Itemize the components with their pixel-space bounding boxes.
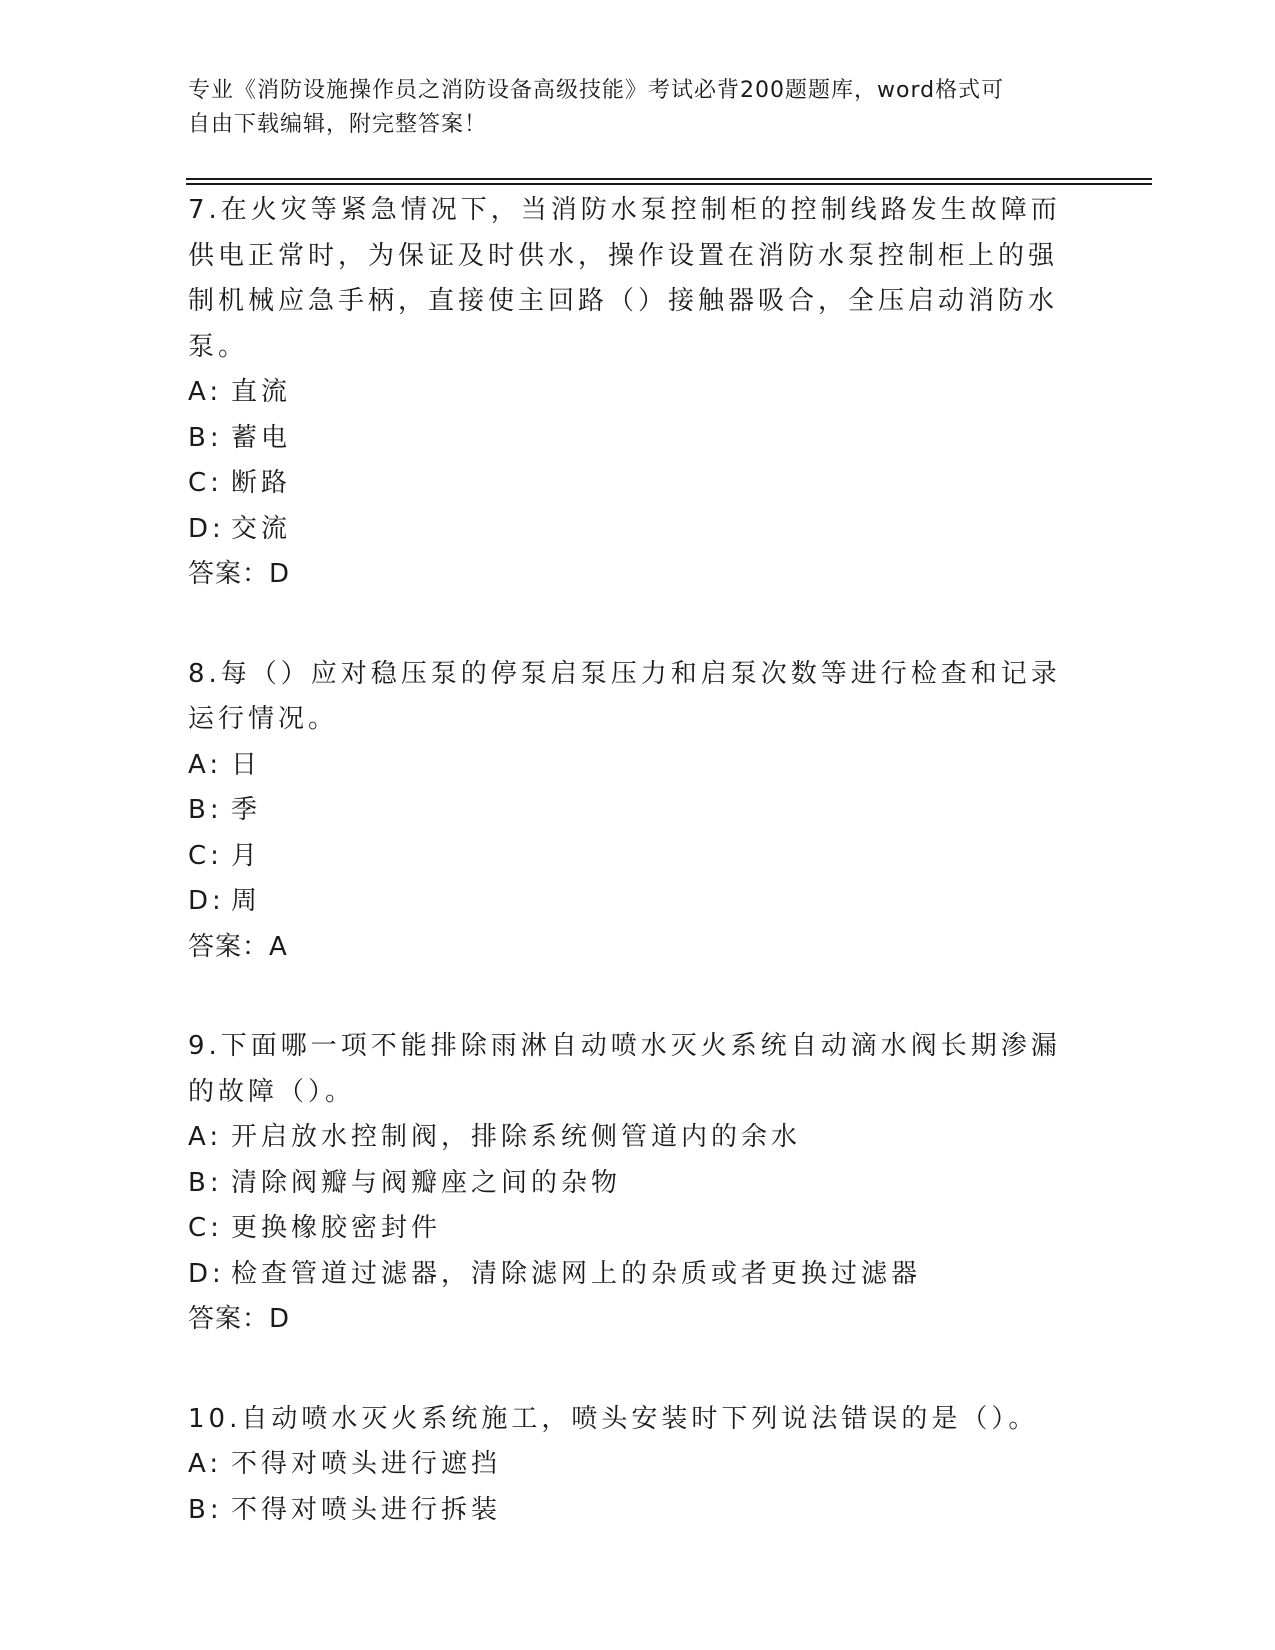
option-b — [188, 788, 1068, 834]
question-text: 7.在火灾等紧急情况下，当消防水泵控制柜的控制线路发生故障而供电正常时，为保证及时供水，操作设置在消防水泵控制柜上的强制机械应急手柄，直接使主回路（）接触器吸合，全压启动消防水泵。 — [188, 195, 1061, 362]
option-a — [188, 1442, 1068, 1488]
option-text: 不得对喷头进行遮挡 — [231, 1449, 502, 1479]
question-list — [188, 188, 1068, 1587]
option-text: 直流 — [231, 377, 292, 407]
option-letter: C: — [188, 1213, 223, 1243]
question-7 — [188, 188, 1068, 598]
option-text: 清除阀瓣与阀瓣座之间的杂物 — [231, 1167, 622, 1198]
option-b — [188, 1161, 1068, 1207]
option-text: 开启放水控制阀，排除系统侧管道内的余水 — [231, 1122, 802, 1152]
question-9 — [188, 1024, 1068, 1343]
option-text: 交流 — [231, 513, 292, 544]
option-letter: B: — [188, 1167, 223, 1198]
option-text: 不得对喷头进行拆装 — [231, 1494, 502, 1525]
question-text: 9.下面哪一项不能排除雨淋自动喷水灭火系统自动滴水阀长期渗漏的故障（）。 — [188, 1031, 1061, 1107]
option-letter: A: — [188, 1449, 223, 1479]
option-letter: A: — [188, 749, 223, 780]
option-text: 更换橡胶密封件 — [231, 1213, 442, 1243]
option-letter: D: — [188, 513, 225, 544]
option-letter: B: — [188, 1494, 223, 1525]
option-text: 月 — [231, 840, 262, 871]
option-d — [188, 879, 1068, 925]
option-d — [188, 507, 1068, 553]
header-line-1: 专业《消防设施操作员之消防设备高级技能》考试必背200题题库，word格式可 — [188, 78, 1005, 103]
option-a — [188, 743, 1068, 789]
option-letter: A: — [188, 377, 223, 407]
option-letter: D: — [188, 1258, 225, 1289]
option-letter: B: — [188, 422, 223, 453]
option-letter: B: — [188, 795, 223, 825]
answer-line: 答案：D — [188, 559, 291, 589]
option-c — [188, 834, 1068, 880]
option-text: 断路 — [231, 468, 292, 498]
question-8 — [188, 652, 1068, 971]
header-divider-top — [186, 178, 1152, 180]
option-a — [188, 1115, 1068, 1161]
answer-line: 答案：A — [188, 931, 288, 962]
option-d — [188, 1252, 1068, 1298]
header-line-2: 自由下载编辑，附完整答案！ — [188, 112, 488, 137]
option-text: 蓄电 — [231, 422, 292, 453]
option-text: 检查管道过滤器，清除滤网上的杂质或者更换过滤器 — [231, 1258, 922, 1289]
question-10 — [188, 1397, 1068, 1534]
answer-line: 答案：D — [188, 1304, 291, 1334]
option-c — [188, 1206, 1068, 1252]
option-text: 季 — [231, 795, 262, 825]
option-letter: C: — [188, 468, 223, 498]
option-b — [188, 416, 1068, 462]
option-letter: A: — [188, 1122, 223, 1152]
option-text: 周 — [231, 886, 262, 916]
question-text: 10.自动喷水灭火系统施工，喷头安装时下列说法错误的是（）。 — [188, 1403, 1039, 1434]
document-header — [188, 74, 1068, 142]
option-a — [188, 370, 1068, 416]
option-c — [188, 461, 1068, 507]
option-letter: D: — [188, 886, 225, 916]
option-text: 日 — [231, 749, 262, 780]
option-b — [188, 1488, 1068, 1534]
question-text: 8.每（）应对稳压泵的停泵启泵压力和启泵次数等进行检查和记录运行情况。 — [188, 658, 1061, 734]
header-divider-bottom — [186, 183, 1152, 185]
option-letter: C: — [188, 840, 223, 871]
